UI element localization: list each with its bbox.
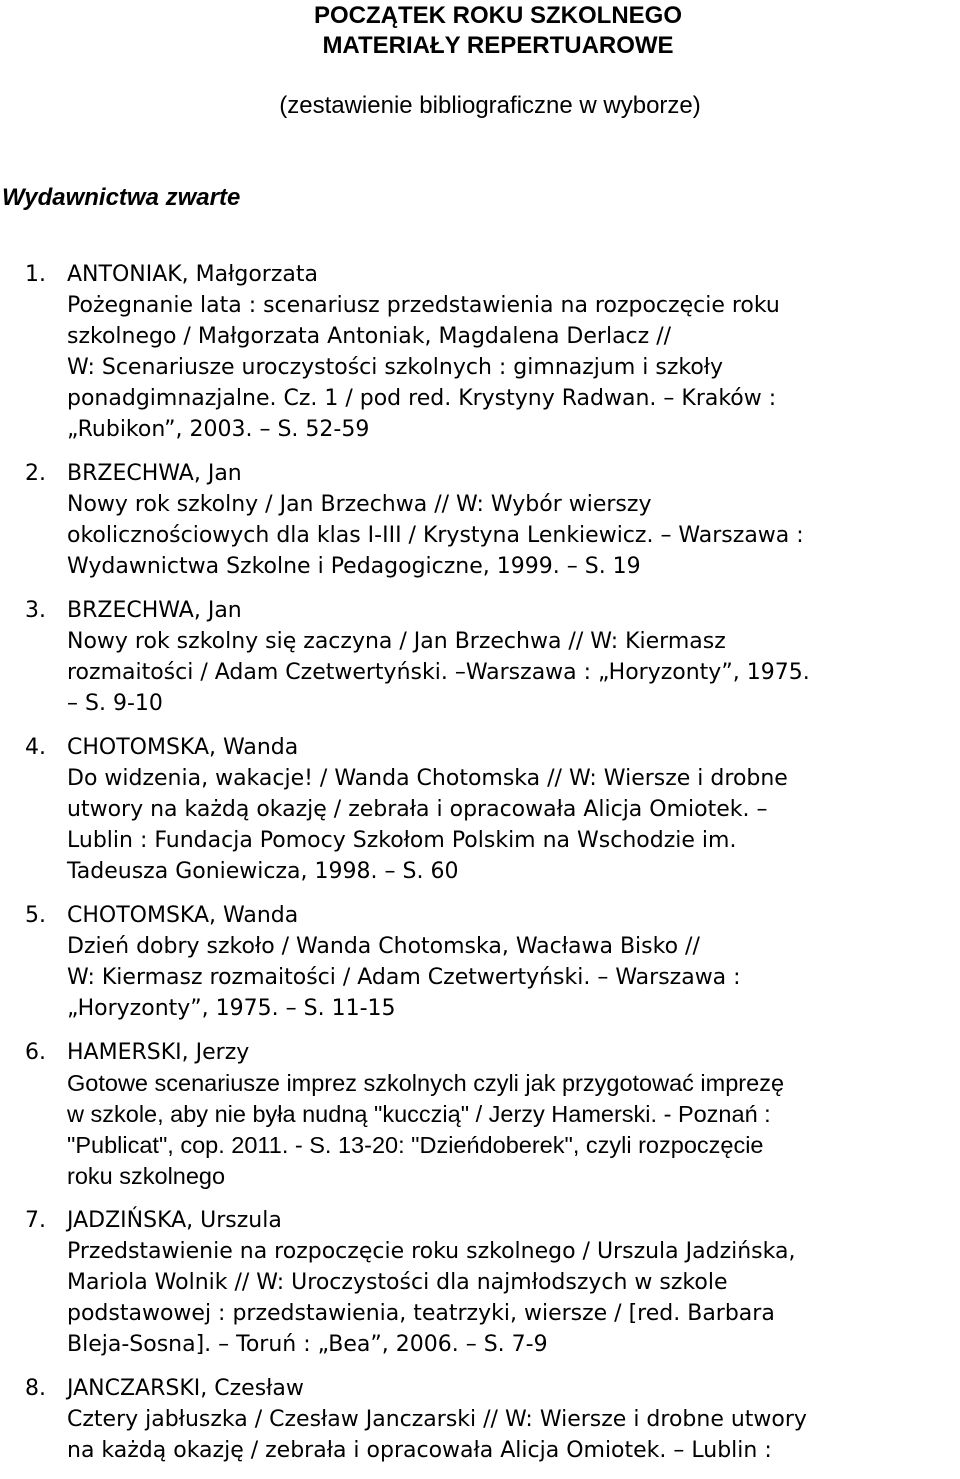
bibliography-entry	[0, 1373, 960, 1466]
entry-number: 6.	[25, 1040, 46, 1065]
document-title-line-1: POCZĄTEK ROKU SZKOLNEGO	[313, 2, 682, 29]
entry-description-line: Przedstawienie na rozpoczęcie roku szkolnego / Urszula Jadzińska,	[67, 1239, 796, 1264]
entry-description-line: „Rubikon”, 2003. – S. 52-59	[67, 417, 370, 442]
entry-description-line: – S. 9-10	[67, 691, 163, 716]
entry-description-line: W: Scenariusze uroczystości szkolnych : gimnazjum i szkoły	[67, 355, 724, 380]
entry-author: BRZECHWA, Jan	[67, 461, 242, 486]
entry-author: HAMERSKI, Jerzy	[67, 1040, 250, 1065]
entry-description-line: Nowy rok szkolny się zaczyna / Jan Brzechwa // W: Kiermasz	[67, 629, 726, 654]
entry-description-line: Wydawnictwa Szkolne i Pedagogiczne, 1999. – S. 19	[67, 554, 641, 579]
entry-description-line: Cztery jabłuszka / Czesław Janczarski // W: Wiersze i drobne utwory	[67, 1407, 807, 1432]
bibliography-entry	[0, 1205, 960, 1360]
entry-description-line: W: Kiermasz rozmaitości / Adam Czetwertyński. – Warszawa :	[67, 965, 741, 990]
entry-number: 2.	[25, 461, 46, 486]
entry-author: BRZECHWA, Jan	[67, 598, 242, 623]
entry-description-line: roku szkolnego	[67, 1163, 226, 1189]
entry-number: 8.	[25, 1376, 46, 1401]
entry-author: CHOTOMSKA, Wanda	[67, 735, 299, 760]
entry-description-line: utwory na każdą okazję / zebrała i opracowała Alicja Omiotek. –	[67, 797, 768, 822]
entry-description-line: Dzień dobry szkoło / Wanda Chotomska, Wacława Bisko //	[67, 934, 700, 959]
entry-description-line: „Horyzonty”, 1975. – S. 11-15	[67, 996, 396, 1021]
entry-number: 7.	[25, 1208, 46, 1233]
entry-description-line: szkolnego / Małgorzata Antoniak, Magdalena Derlacz //	[67, 324, 672, 349]
entry-description-line: Pożegnanie lata : scenariusz przedstawienia na rozpoczęcie roku	[67, 293, 780, 318]
entry-author: ANTONIAK, Małgorzata	[67, 262, 318, 287]
entry-author: CHOTOMSKA, Wanda	[67, 903, 299, 928]
entry-description-line: ponadgimnazjalne. Cz. 1 / pod red. Krystyny Radwan. – Kraków :	[67, 386, 777, 411]
entry-description-line: okolicznościowych dla klas I-III / Krystyna Lenkiewicz. – Warszawa :	[67, 523, 804, 548]
bibliography-list	[0, 259, 960, 1479]
entry-description-line: Gotowe scenariusze imprez szkolnych czyli jak przygotować imprezę	[67, 1070, 785, 1096]
entry-description-line: na każdą okazję / zebrała i opracowała Alicja Omiotek. – Lublin :	[67, 1438, 772, 1463]
entry-number: 3.	[25, 598, 46, 623]
entry-number: 4.	[25, 735, 46, 760]
entry-description-line: "Publicat", cop. 2011. - S. 13-20: "Dzieńdoberek", czyli rozpoczęcie	[67, 1132, 764, 1158]
bibliography-entry	[0, 1037, 960, 1192]
entry-description-line: w szkole, aby nie była nudną "kucczią" / Jerzy Hamerski. - Poznań :	[67, 1101, 771, 1127]
entry-description-line: Tadeusza Goniewicza, 1998. – S. 60	[67, 859, 459, 884]
entry-description-line: podstawowej : przedstawienia, teatrzyki, wiersze / [red. Barbara	[67, 1301, 775, 1326]
entry-number: 1.	[25, 262, 46, 287]
bibliography-entry	[0, 458, 960, 582]
document-title-line-2: MATERIAŁY REPERTUAROWE	[322, 32, 674, 59]
entry-description-line: Mariola Wolnik // W: Uroczystości dla najmłodszych w szkole	[67, 1270, 728, 1295]
entry-description-line: Do widzenia, wakacje! / Wanda Chotomska // W: Wiersze i drobne	[67, 766, 788, 791]
bibliography-entry	[0, 900, 960, 1024]
bibliography-entry	[0, 259, 960, 445]
section-heading: Wydawnictwa zwarte	[2, 184, 241, 211]
entry-description-line: Lublin : Fundacja Pomocy Szkołom Polskim na Wschodzie im.	[67, 828, 737, 853]
entry-author: JANCZARSKI, Czesław	[67, 1376, 304, 1401]
entry-author: JADZIŃSKA, Urszula	[67, 1208, 282, 1233]
bibliography-entry	[0, 732, 960, 887]
entry-number: 5.	[25, 903, 46, 928]
bibliography-entry	[0, 595, 960, 719]
document-subtitle: (zestawienie bibliograficzne w wyborze)	[279, 92, 701, 119]
entry-description-line: Nowy rok szkolny / Jan Brzechwa // W: Wybór wierszy	[67, 492, 652, 517]
entry-description-line: Bleja-Sosna]. – Toruń : „Bea”, 2006. – S. 7-9	[67, 1332, 548, 1357]
entry-description-line: rozmaitości / Adam Czetwertyński. –Warszawa : „Horyzonty”, 1975.	[67, 660, 810, 685]
